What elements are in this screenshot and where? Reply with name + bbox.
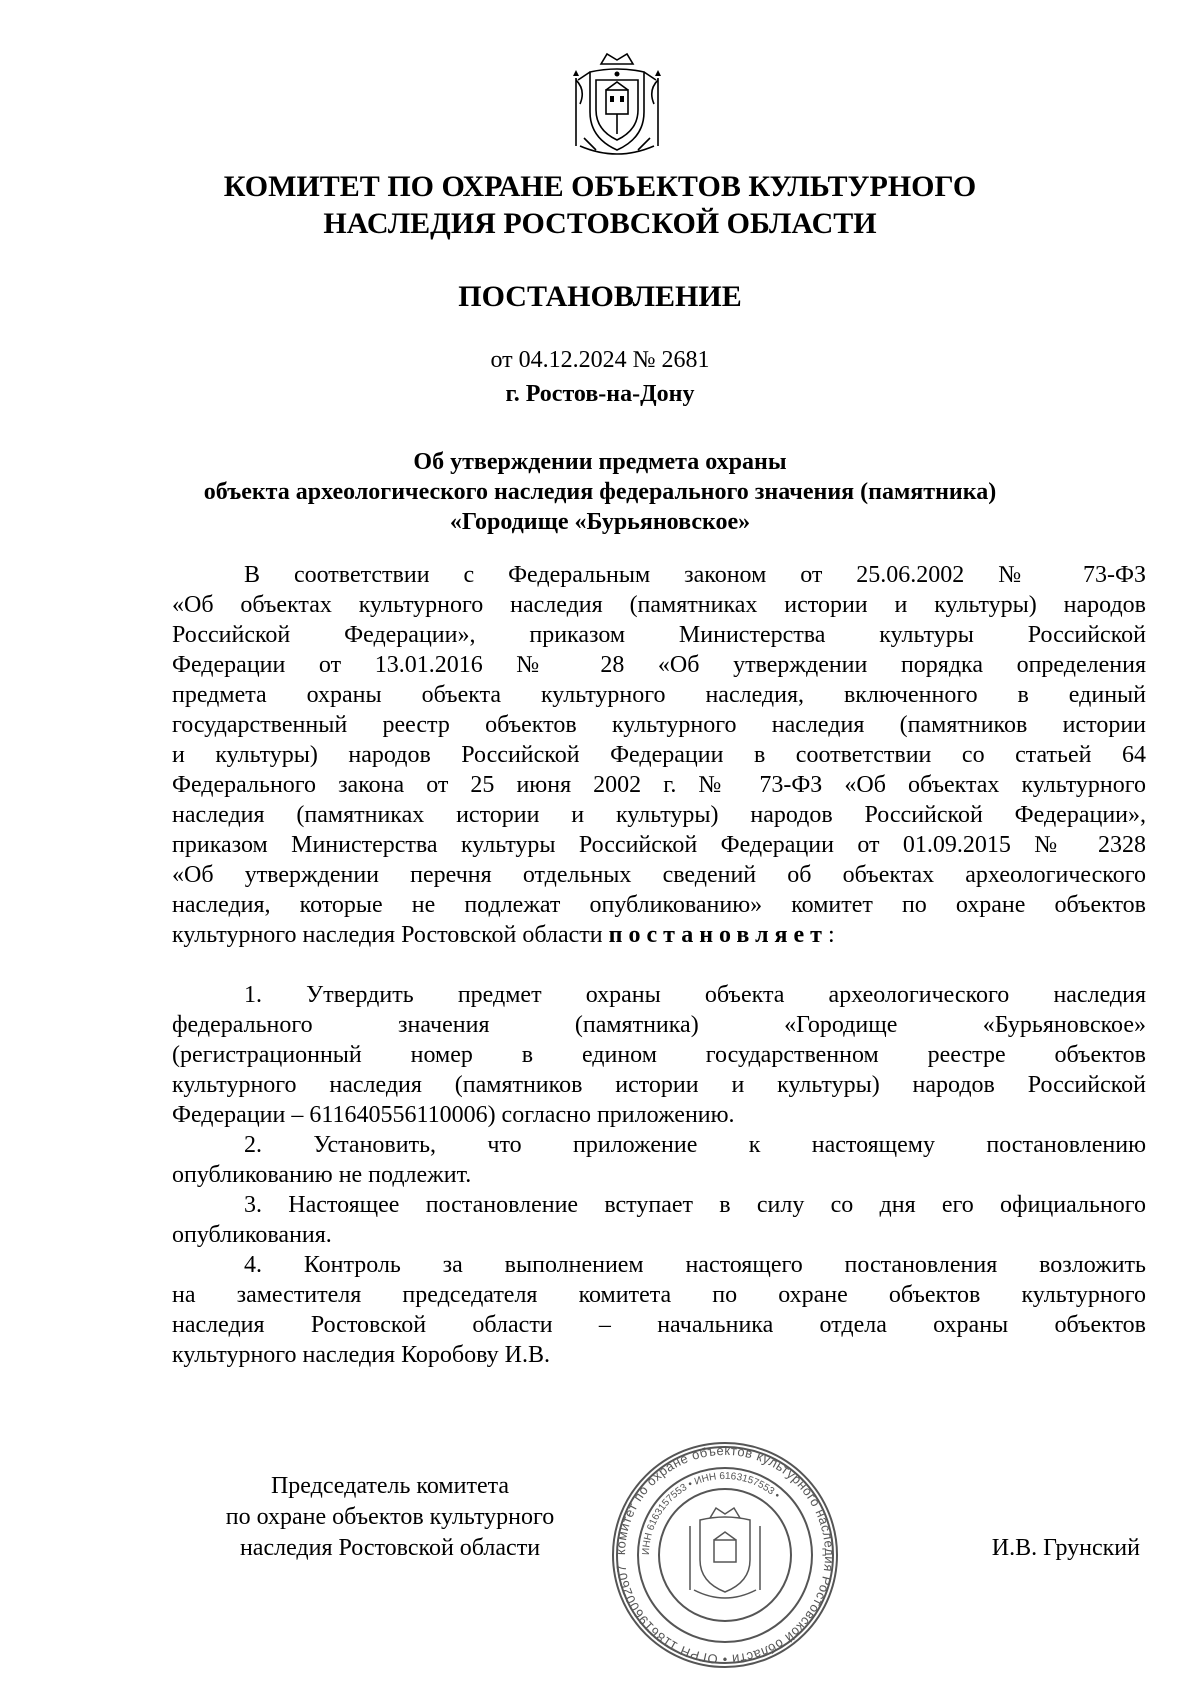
preamble-line: государственный реестр объектов культурного наследия (памятников истории <box>172 712 1146 738</box>
subject-line3: «Городище «Бурьяновское» <box>449 509 751 535</box>
item-1 <box>172 980 1146 1130</box>
committee-title <box>0 168 1200 242</box>
coat-of-arms-icon <box>570 50 664 162</box>
committee-title-line1: КОМИТЕТ ПО ОХРАНЕ ОБЪЕКТОВ КУЛЬТУРНОГО <box>223 170 977 203</box>
item-4-line: на заместителя председателя комитета по охране объектов культурного <box>172 1282 1146 1308</box>
document-subject <box>0 447 1200 537</box>
item-3 <box>172 1190 1146 1250</box>
item-2 <box>172 1130 1146 1190</box>
official-seal-stamp <box>610 1440 840 1670</box>
preamble-line: приказом Министерства культуры Российской Федерации от 01.09.2015 № 2328 <box>172 832 1146 858</box>
preamble-line: наследия (памятниках истории и культуры) народов Российской Федерации», <box>172 802 1146 828</box>
document-body <box>172 560 1146 1370</box>
signatory-position-line1: Председатель комитета <box>270 1473 510 1499</box>
item-3-line: опубликования. <box>172 1222 332 1248</box>
svg-text:ИНН 6163157553 • ИНН 616315755 <box>641 1471 782 1555</box>
preamble-last-line <box>172 920 1146 950</box>
preamble <box>172 560 1146 950</box>
decree-colon: : <box>827 922 835 948</box>
item-1-line: (регистрационный номер в едином государственном реестре объектов <box>172 1042 1146 1068</box>
item-1-line: федерального значения (памятника) «Городище «Бурьяновское» <box>172 1012 1146 1038</box>
subject-line2: объекта археологического наследия федерального значения (памятника) <box>203 479 997 505</box>
item-4-line: культурного наследия Коробову И.В. <box>172 1342 550 1368</box>
decree-word: постановляет <box>608 922 828 948</box>
item-4-line: наследия Ростовской области – начальника отдела охраны объектов <box>172 1312 1146 1338</box>
preamble-line: Федерации от 13.01.2016 № 28 «Об утверждении порядка определения <box>172 652 1146 678</box>
item-4-line: 4. Контроль за выполнением настоящего постановления возложить <box>244 1252 1146 1278</box>
document-type: ПОСТАНОВЛЕНИЕ <box>458 280 742 313</box>
city: г. Ростов-на-Дону <box>505 381 695 407</box>
item-1-line: культурного наследия (памятников истории и культуры) народов Российской <box>172 1072 1146 1098</box>
committee-title-line2: НАСЛЕДИЯ РОСТОВСКОЙ ОБЛАСТИ <box>323 207 877 240</box>
preamble-line: предмета охраны объекта культурного наследия, включенного в единый <box>172 682 1146 708</box>
preamble-line: наследия, которые не подлежат опубликованию» комитет по охране объектов <box>172 892 1146 918</box>
item-2-line: опубликованию не подлежит. <box>172 1162 472 1188</box>
date-number: от 04.12.2024 № 2681 <box>490 347 710 373</box>
signatory-position <box>190 1471 590 1564</box>
preamble-line: и культуры) народов Российской Федерации в соответствии со статьей 64 <box>172 742 1146 768</box>
item-3-line: 3. Настоящее постановление вступает в силу со дня его официального <box>244 1192 1146 1218</box>
preamble-line: Федерального закона от 25 июня 2002 г. № 73-ФЗ «Об объектах культурного <box>172 772 1146 798</box>
signatory-position-line3: наследия Ростовской области <box>239 1535 541 1561</box>
item-1-line: 1. Утвердить предмет охраны объекта археологического наследия <box>244 982 1146 1008</box>
stamp-outer-text: комитет по охране объектов культурного наследия Ростовской области • ОГРН 1186196002607 <box>612 1442 838 1668</box>
signatory-name: И.В. Грунский <box>991 1535 1140 1561</box>
stamp-inner-text: ИНН 6163157553 • ИНН 6163157553 • <box>640 1470 782 1556</box>
preamble-line: Российской Федерации», приказом Министерства культуры Российской <box>172 622 1146 648</box>
item-2-line: 2. Установить, что приложение к настоящему постановлению <box>244 1132 1146 1158</box>
item-4 <box>172 1250 1146 1370</box>
stamp-coat-of-arms-icon <box>690 1508 760 1598</box>
preamble-line: «Об объектах культурного наследия (памятниках истории и культуры) народов <box>172 592 1146 618</box>
preamble-line: «Об утверждении перечня отдельных сведений об объектах археологического <box>172 862 1146 888</box>
preamble-last-text: культурного наследия Ростовской области <box>172 922 603 948</box>
preamble-line: В соответствии с Федеральным законом от 25.06.2002 № 73-ФЗ <box>244 562 1146 588</box>
signatory-position-line2: по охране объектов культурного <box>225 1504 555 1530</box>
subject-line1: Об утверждении предмета охраны <box>413 449 787 475</box>
item-1-line: Федерации – 611640556110006) согласно приложению. <box>172 1102 735 1128</box>
